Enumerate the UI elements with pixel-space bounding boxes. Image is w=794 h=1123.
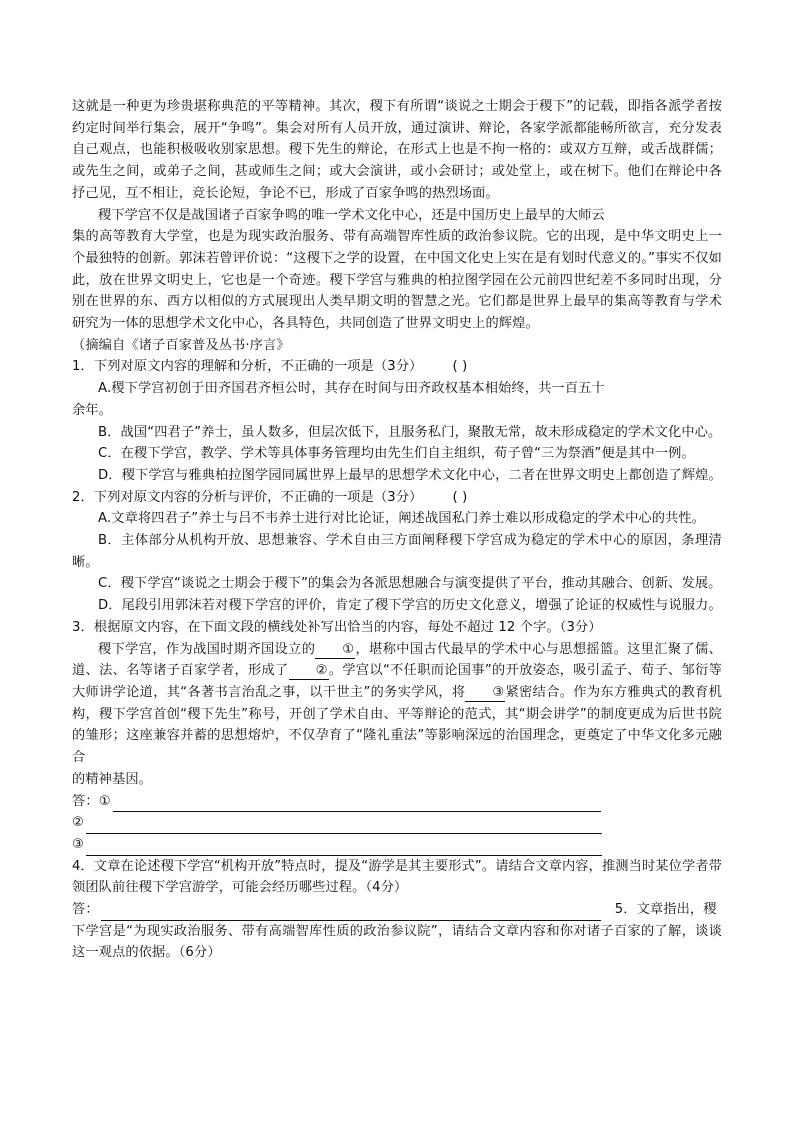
fill-text: 紧密结合。作为东方雅典式的教育机构，稷下学宫首创“稷下先生”称号，开创了学术自由、平等辩论的范式，其“期会讲学”的制度更成为后世书院的雏形；这座兼容并蓄的思想熔炉，不仅孕育了“隆礼重法”等影响深远的治国理念，更奠定了中华文化多元融合 [72,684,722,766]
answer-blank-2[interactable] [86,819,602,834]
passage-paragraph: 集的高等教育大学堂，也是为现实政治服务、带有高端智库性质的政治参议院。它的出现，是中华文明史上一个最独特的创新。郭沫若曾评价说：“这稷下之学的设置，在中国文化史上实在是有划时代意义的。”事实不仅如此，放在世界文明史上，它也是一个奇迹。稷下学宫与雅典的柏拉图学园在公元前四世纪差不多同时出现，分别在世界的东、西方以相似的方式展现出人类早期文明的智慧之光。它们都是世界上最早的集高等教育与学术研究为一体的思想学术文化中心，各具特色，共同创造了世界文明史上的辉煌。 [72,229,722,332]
exam-page [72,96,722,964]
option-a: A.稷下学宫初创于田齐国君齐桓公时，其存在时间与田齐政权基本相始终，共一百五十 [98,381,605,397]
blank-2[interactable]: ② [289,663,329,680]
question-stem-text: 2．下列对原文内容的分析与评价，不正确的一项是（3分） [72,489,423,505]
question-4-stem: 4．文章在论述稷下学宫“机构开放”特点时，提及“游学是其主要形式”。请结合文章内容，推测当时某位学者带领团队前往稷下学宫游学，可能会经历哪些过程。（4分） [72,858,722,896]
passage-paragraph: 稷下学宫不仅是战国诸子百家争鸣的唯一学术文化中心，还是中国历史上最早的大师云 [98,207,605,223]
option-b: B．战国“四君子”养士，虽人数多，但层次低下，且服务私门，聚散无常，故未形成稳定的学术文化中心。 [98,424,722,440]
answer-line-4 [72,899,722,921]
answer-mark-2: ② [72,815,84,831]
passage-source: （摘编自《诸子百家普及丛书·序言》 [72,337,290,353]
answer-mark-1: ① [98,793,111,809]
question-2-stem [72,487,722,509]
fill-blank-paragraph [72,639,722,769]
answer-prefix: 答： [72,902,99,918]
option-c: C．稷下学宫“谈说之士期会于稷下”的集会为各派思想融合与演变提供了平台，推动其融合、创新、发展。 [98,576,722,592]
option-a: A.文章将四君子”养士与吕不韦养士进行对比论证，阐述战国私门养士难以形成稳定的学术中心的共性。 [98,511,706,527]
option-b: B．主体部分从机构开放、思想兼容、学术自由三方面阐释稷下学宫成为稳定的学术中心的原因，条理清晰。 [72,533,722,570]
answer-line-2 [72,812,722,834]
answer-blank-3[interactable] [86,841,602,856]
answer-blank-4[interactable] [101,906,601,921]
passage-paragraph: 这就是一种更为珍贵堪称典范的平等精神。其次，稷下有所谓“谈说之士期会于稷下”的记载，即指各派学者按约定时间举行集会，展开“争鸣”。集会对所有人员开放，通过演讲、辩论，各家学派都能畅所欲言，充分发表自己观点，也能积极吸收别家思想。稷下先生的辩论，在形式上也是不拘一格的：或双方互辩，或舌战群儒；或先生之间，或弟子之间，甚或师生之间；或大会演讲，或小会研讨；或处堂上，或在树下。他们在辩论中各抒己见，互不相让，竞长论短，争论不已，形成了百家争鸣的热烈场面。 [72,99,722,201]
question-1-stem [72,356,722,378]
fill-blank-ending: 的精神基因。 [72,771,153,787]
option-a-continued: 余年。 [72,402,113,418]
question-5-stem: 下学宫是“为现实政治服务、带有高端智库性质的政治参议院”，请结合文章内容和你对诸子百家的了解，谈谈这一观点的依据。（6分） [72,923,722,961]
option-d: D．尾段引用郭沫若对稷下学宫的评价，肯定了稷下学宫的历史文化意义，增强了论证的权威性与说服力。 [98,598,722,614]
option-c: C．在稷下学宫，教学、学术等具体事务管理均由先生们自主组织，荀子曾“三为祭酒”便是其中一例。 [98,446,695,462]
answer-parenthesis[interactable]: ( ) [452,489,468,505]
answer-blank-1[interactable] [113,797,601,812]
answer-prefix: 答： [72,793,99,809]
question-stem-text: 1．下列对原文内容的理解和分析，不正确的一项是（3分） [72,359,423,375]
fill-text: ，堪称中国古代最早的学术中心与思想摇篮。这里汇聚了儒、道、法、名等诸子百家学者，形成了 [72,641,722,679]
blank-3[interactable]: ③ [465,685,505,702]
fill-text: 稷下学宫，作为战国时期齐国设立的 [98,641,316,657]
question-3-stem: 3．根据原文内容，在下面文段的横线处补写出恰当的内容，每处不超过 12 个字。（3分） [72,619,602,635]
option-d: D．稷下学宫与雅典柏拉图学园同属世界上最早的思想学术文化中心，二者在世界文明史上都创造了辉煌。 [98,467,722,483]
fill-text: 。学宫以“不任职而论国事”的开放姿态，吸引孟子、荀子、邹衍等大师讲学论道，其“各著书言治乱之事，以干世主”的务实学风，将 [72,663,722,700]
answer-mark-3: ③ [72,836,84,852]
blank-1[interactable]: ① [315,642,355,659]
answer-line-3 [72,834,722,856]
answer-parenthesis[interactable]: ( ) [452,359,468,375]
question-5-stem-start: 5．文章指出，稷 [614,902,717,918]
answer-line-1 [72,791,722,813]
